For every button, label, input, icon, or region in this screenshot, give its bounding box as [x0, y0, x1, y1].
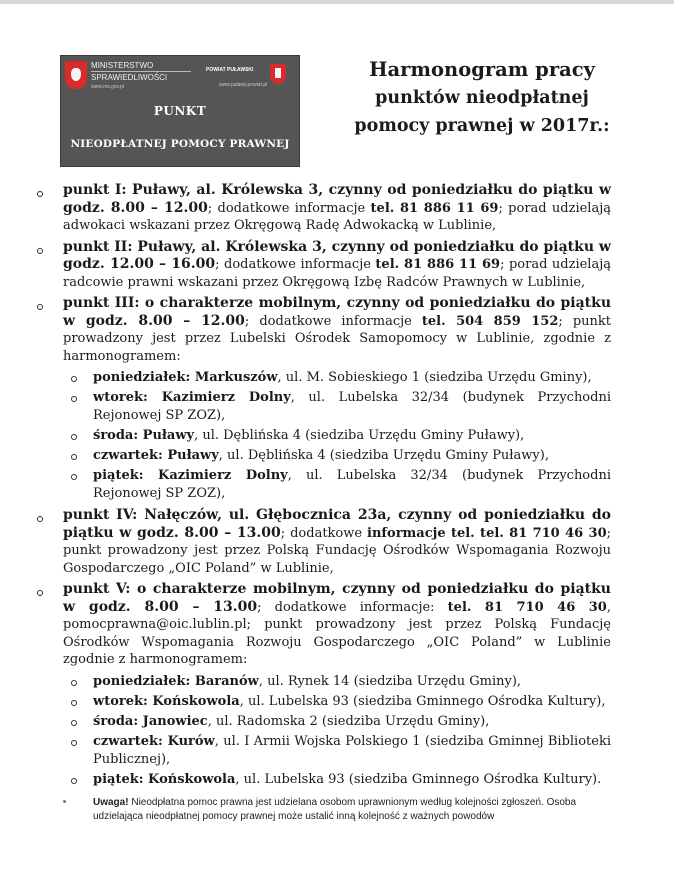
point-mid: ; dodatkowe informacje [207, 200, 371, 216]
schedule-day: czwartek: Puławy [93, 448, 219, 463]
bullet-icon [37, 516, 43, 522]
bullet-icon [37, 248, 43, 254]
title-line3: pomocy prawnej w 2017r.: [354, 116, 610, 136]
point-mid: ; dodatkowe informacje [215, 257, 376, 272]
point-item-2 [63, 239, 611, 292]
bullet-icon [71, 700, 77, 706]
note-mark-icon [63, 800, 66, 803]
schedule-list [63, 673, 611, 789]
point-text [63, 295, 611, 365]
schedule-day: wtorek: Końskowola [93, 693, 240, 709]
footer-note [93, 796, 613, 824]
schedule-item [93, 771, 611, 789]
point-lead: punkt I: Puławy, al. Królewska 3, czynny od poniedziałku do piątku w godz. 8.00 – 12.00 [63, 182, 611, 216]
banner-service: NIEODPŁATNEJ POMOCY PRAWNEJ [70, 138, 290, 150]
point-rest: ; punkt prowadzony jest przez Polską Fundację Ośrodków Wspomagania Rozwoju Gospodarczego „OIC Poland” w Lublinie, [63, 525, 612, 576]
schedule-day: piątek: Kazimierz Dolny [93, 468, 288, 483]
schedule-detail: , ul. M. Sobieskiego 1 (siedziba Urzędu Gminy), [277, 370, 592, 385]
ministry-name [91, 61, 191, 82]
ministry-url: www.ms.gov.pl [91, 84, 124, 90]
schedule-day: poniedziałek: Baranów [93, 673, 259, 689]
point-text [63, 182, 611, 235]
bullet-icon [71, 396, 77, 402]
point-phone: tel. 81 710 46 30 [447, 599, 607, 615]
polish-eagle-icon [65, 61, 87, 89]
schedule-item [93, 673, 611, 691]
page-title [352, 56, 612, 140]
point-item-1 [63, 182, 611, 235]
schedule-item [93, 389, 611, 425]
schedule-day: wtorek: Kazimierz Dolny [93, 390, 291, 405]
schedule-detail: , ul. Dęblińska 4 (siedziba Urzędu Gminy Puławy), [194, 428, 525, 443]
schedule-day: piątek: Końskowola [93, 771, 236, 787]
bullet-icon [37, 590, 43, 596]
schedule-detail: , ul. Rynek 14 (siedziba Urzędu Gminy), [258, 673, 522, 689]
schedule-detail: , ul. Lubelska 32/34 (budynek Przychodni Rejonowej SP ZOZ), [93, 468, 611, 501]
schedule-day: środa: Puławy [93, 428, 195, 443]
point-text [63, 239, 611, 292]
points-list [63, 182, 611, 793]
point-mid: ; dodatkowe informacje [244, 313, 422, 329]
schedule-item [93, 713, 611, 731]
point-mid: ; dodatkowe [280, 525, 368, 541]
note-label: Uwaga! [93, 797, 129, 808]
ministry-line1: MINISTERSTWO [91, 61, 154, 70]
schedule-day: czwartek: Kurów [93, 733, 215, 749]
point-text [63, 581, 611, 669]
schedule-item [93, 447, 611, 465]
point-item-3 [63, 295, 611, 503]
schedule-detail: , ul. Radomska 2 (siedziba Urzędu Gminy), [207, 713, 490, 729]
point-text [63, 507, 611, 577]
powiat-name: POWIAT PUŁAWSKI [206, 67, 254, 73]
schedule-item [93, 427, 611, 445]
point-lead: punkt III: o charakterze mobilnym, czynny od poniedziałku do piątku w godz. 8.00 – 12.00 [63, 295, 611, 329]
point-lead: punkt IV: Nałęczów, ul. Głębocznica 23a, czynny od poniedziałku do piątku w godz. 8.00 – 13.00 [63, 507, 611, 541]
schedule-detail: , ul. Dęblińska 4 (siedziba Urzędu Gminy Puławy), [218, 448, 549, 463]
point-rest: ; porad udzielają adwokaci wskazani przez Okręgową Radę Adwokacką w Lublinie, [63, 200, 611, 233]
banner-punkt: PUNKT [153, 104, 207, 118]
schedule-item [93, 693, 611, 711]
bullet-icon [71, 454, 77, 460]
schedule-list [63, 369, 611, 503]
schedule-detail: , ul. I Armii Wojska Polskiego 1 (siedziba Gminnej Biblioteki Publicznej), [93, 733, 611, 767]
title-line1: Harmonogram pracy [369, 58, 595, 81]
schedule-day: środa: Janowiec [93, 713, 208, 729]
bullet-icon [71, 376, 77, 382]
point-mid: ; dodatkowe informacje: [257, 599, 448, 615]
point-phone: tel. 504 859 152 [421, 313, 559, 329]
point-rest: , pomocprawna@oic.lublin.pl; punkt prowadzony jest przez Polską Fundację Ośrodków Wspomagania Rozwoju Gospodarczego „OIC Poland” w Lublinie zgodnie z harmonogramem: [63, 599, 611, 667]
schedule-detail: , ul. Lubelska 32/34 (budynek Przychodni Rejonowej SP ZOZ), [93, 390, 611, 423]
bullet-icon [37, 191, 43, 197]
schedule-item [93, 467, 611, 503]
bullet-icon [71, 474, 77, 480]
bullet-icon [71, 434, 77, 440]
schedule-day: poniedziałek: Markuszów [93, 370, 278, 385]
point-phone: informacje tel. tel. 81 710 46 30 [367, 525, 607, 541]
point-phone: tel. 81 886 11 69 [370, 200, 499, 216]
point-lead: punkt II: Puławy, al. Królewska 3, czynny od poniedziałku do piątku w godz. 12.00 – 16.00 [63, 238, 611, 272]
schedule-detail: , ul. Lubelska 93 (siedziba Gminnego Ośrodka Kultury). [235, 771, 602, 787]
point-phone: tel. 81 886 11 69 [375, 257, 501, 272]
point-lead: punkt V: o charakterze mobilnym, czynny od poniedziałku do piątku w godz. 8.00 – 13.00 [63, 581, 611, 615]
title-line2: punktów nieodpłatnej [375, 88, 589, 108]
point-rest: ; punkt prowadzony jest przez Lubelski Ośrodek Samopomocy w Lublinie, zgodnie z harmonogramem: [63, 313, 612, 364]
bullet-icon [71, 740, 77, 746]
point-item-4 [63, 507, 611, 577]
powiat-crest-icon [270, 64, 286, 84]
scan-edge [0, 0, 674, 4]
bullet-icon [37, 304, 43, 310]
ministry-line2: SPRAWIEDLIWOŚCI [91, 71, 191, 82]
bullet-icon [71, 720, 77, 726]
note-text: Nieodpłatna pomoc prawna jest udzielana osobom uprawnionym według kolejności zgłoszeń. Osoba udzielająca nieodpłatnej pomocy prawnej może ustalić inną kolejność z ważnych powodów [93, 797, 577, 822]
schedule-item [93, 369, 611, 387]
header-banner [60, 55, 300, 167]
powiat-url: www.pulawy.powiat.pl [219, 82, 268, 88]
point-item-5 [63, 581, 611, 789]
bullet-icon [71, 680, 77, 686]
point-rest: ; porad udzielają radcowie prawni wskazani przez Okręgową Izbę Radców Prawnych w Lublinie, [63, 257, 611, 290]
schedule-detail: , ul. Lubelska 93 (siedziba Gminnego Ośrodka Kultury), [239, 693, 606, 709]
bullet-icon [71, 778, 77, 784]
schedule-item [93, 733, 611, 769]
